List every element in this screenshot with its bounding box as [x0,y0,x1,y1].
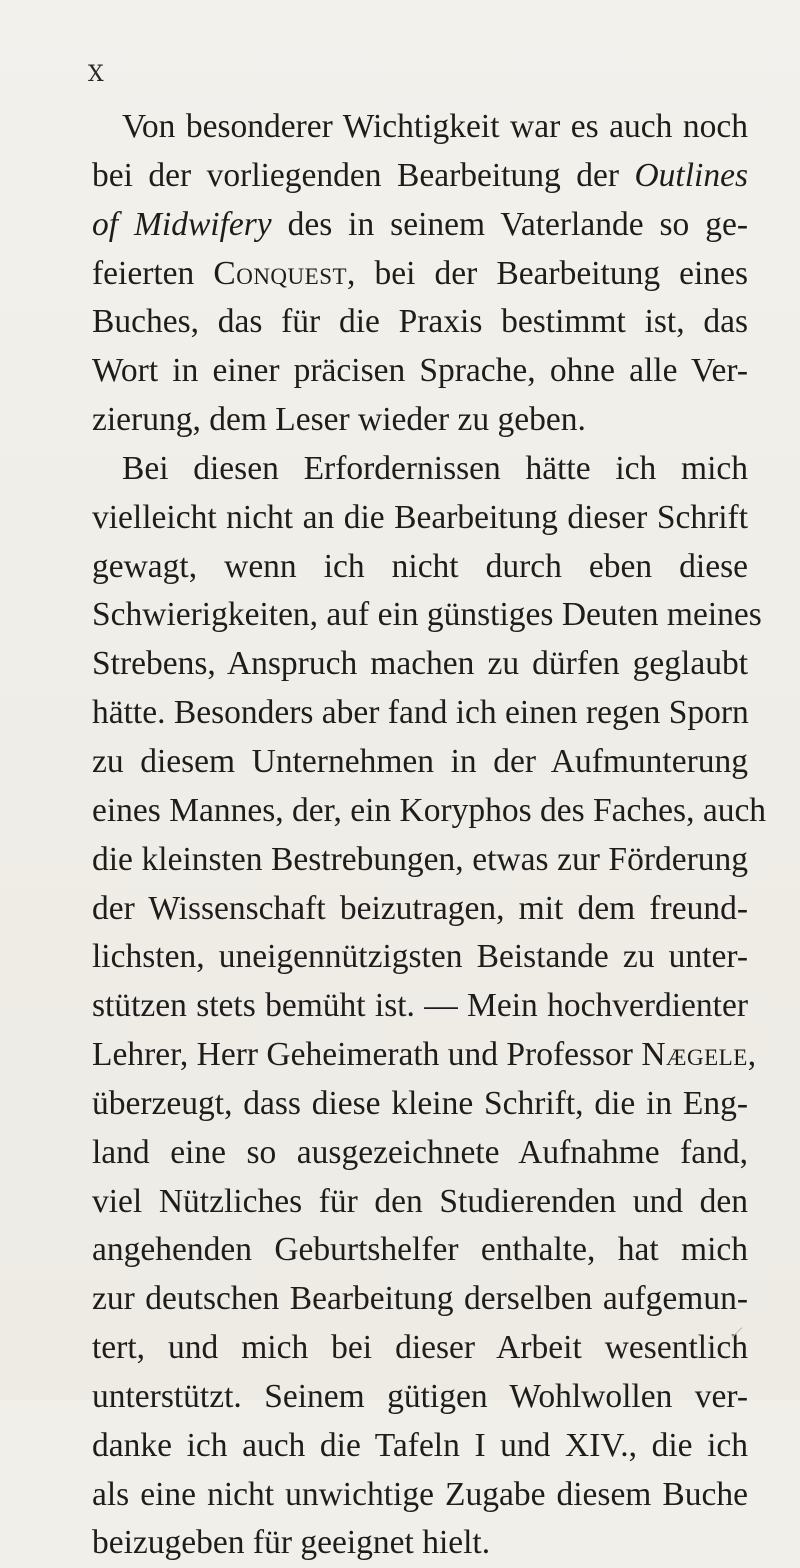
text-segment: vielleicht nicht an die Bearbeitung dieser Schrift [92,498,748,536]
text-segment: tert, und mich bei dieser Arbeit wesentlich [92,1329,748,1367]
text-line [92,1519,748,1568]
text-segment: der Wissenschaft beizutragen, mit dem freund- [92,889,748,927]
text-line [92,396,748,445]
text-line [92,1422,748,1471]
text-segment: danke ich auch die Tafeln I und XIV., die ich [92,1426,748,1464]
text-line [92,591,762,640]
text-line [92,152,748,201]
text-segment: Schwierigkeiten, auf ein günstiges Deuten meines [92,596,762,634]
italic-text: Outlines [634,156,748,194]
text-line [92,738,748,787]
text-segment: land eine so ausgezeichnete Aufnahme fand, [92,1133,748,1171]
text-segment: zu diesem Unternehmen in der Aufmunterung [92,742,748,780]
text-segment: angehenden Geburtshelfer enthalte, hat mich [92,1231,748,1269]
small-caps-name: Nægele [641,1036,748,1074]
text-segment: Bei diesen Erfordernissen hätte ich mich [122,449,748,487]
text-line [92,347,748,396]
text-line [92,250,748,299]
text-segment: Wort in einer präcisen Sprache, ohne alle Ver- [92,352,748,390]
text-segment: eines Mannes, der, ein Koryphos des Faches, auch [92,791,767,829]
text-segment: Buches, das für die Praxis bestimmt ist, das [92,303,748,341]
text-line [92,445,748,494]
text-line [92,1373,748,1422]
text-segment: , bei der Bearbeitung eines [347,254,748,292]
text-line [92,885,748,934]
text-segment: die kleinsten Bestrebungen, etwas zur Förderung [92,840,748,878]
text-segment: beizugeben für geeignet hielt. [92,1524,491,1562]
text-segment: Strebens, Anspruch machen zu dürfen geglaubt [92,645,748,683]
text-line [92,201,748,250]
small-caps-name: Conquest [213,254,348,292]
text-line [92,1031,757,1080]
text-segment: des in seinem Vaterlande so ge- [271,205,748,243]
text-segment: viel Nützliches für den Studierenden und den [92,1182,748,1220]
text-segment: feierten [92,254,214,292]
text-line [92,543,748,592]
text-line [92,103,748,152]
text-line [92,494,748,543]
text-segment: lichsten, uneigennützigsten Beistande zu unter- [92,938,748,976]
text-segment: , [747,1036,757,1074]
text-segment: zierung, dem Leser wieder zu geben. [92,401,586,439]
text-line [92,1275,748,1324]
text-line [92,640,748,689]
text-line [92,787,767,836]
text-line [92,1226,748,1275]
body-text [92,103,767,1568]
text-line [92,1471,748,1520]
text-line [92,689,748,738]
text-line [92,1178,748,1227]
text-line [92,933,748,982]
text-line [92,1080,748,1129]
text-line [92,1129,748,1178]
text-segment: hätte. Besonders aber fand ich einen regen Sporn [92,694,749,732]
text-segment: zur deutschen Bearbeitung derselben aufgemun- [92,1280,748,1318]
text-segment: stützen stets bemüht ist. — Mein hochverdienter [92,987,748,1025]
text-segment: bei der vorliegenden Bearbeitung der [92,156,635,194]
text-segment: überzeugt, dass diese kleine Schrift, die in Eng- [92,1084,748,1122]
text-line [92,982,748,1031]
page-number: X [88,62,105,87]
text-line [92,1324,748,1373]
text-segment: Von besonderer Wichtigkeit war es auch noch [122,108,748,145]
text-line [92,836,748,885]
text-segment: unterstützt. Seinem gütigen Wohlwollen ver- [92,1377,748,1415]
text-segment: gewagt, wenn ich nicht durch eben diese [92,547,748,585]
text-segment: Lehrer, Herr Geheimerath und Professor [92,1036,642,1074]
text-segment: als eine nicht unwichtige Zugabe diesem Buche [92,1475,748,1513]
text-line [92,298,748,347]
italic-text: of Midwifery [92,205,272,243]
